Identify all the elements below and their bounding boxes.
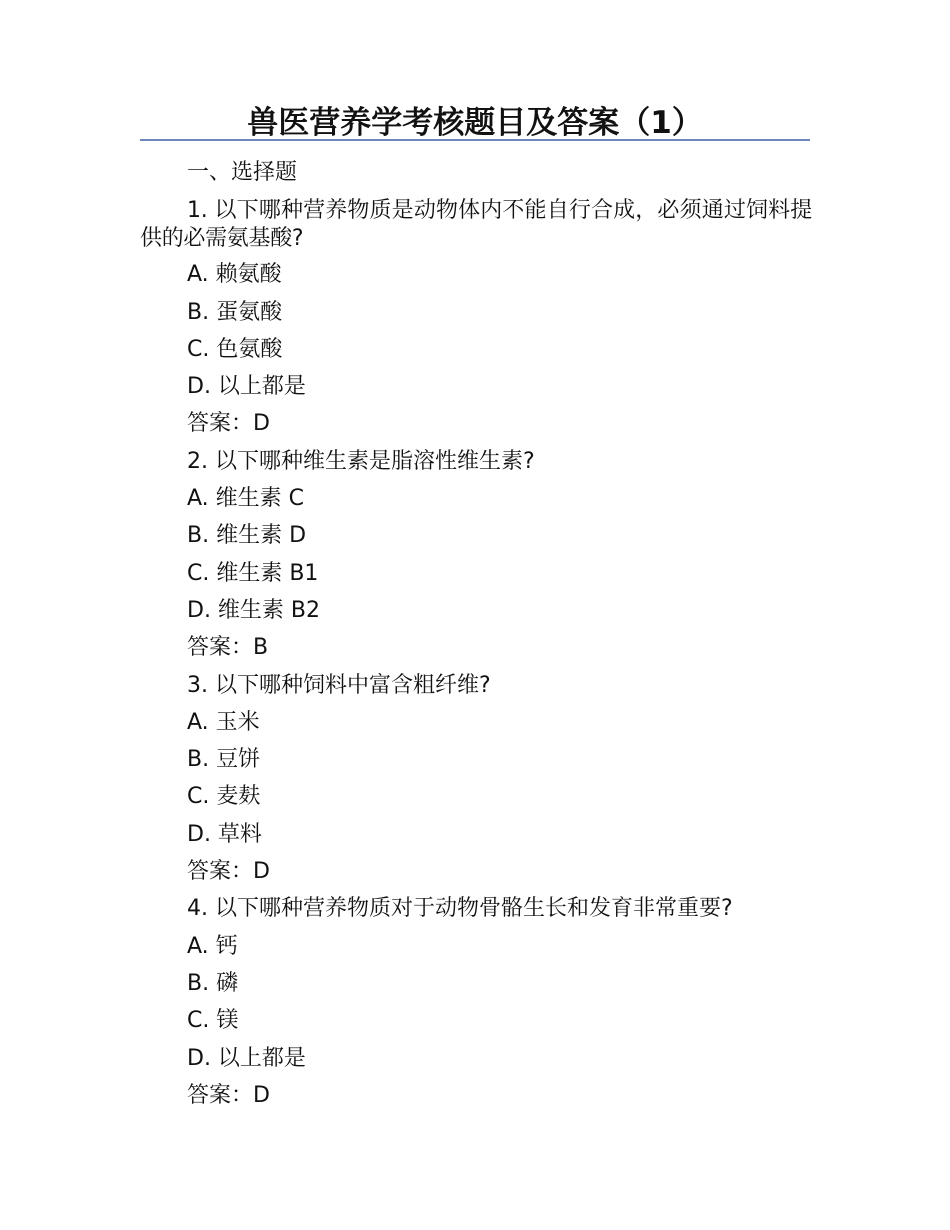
title-underline	[140, 139, 810, 141]
question-text: 1. 以下哪种营养物质是动物体内不能自行合成，必须通过饲料提供的必需氨基酸?	[140, 198, 812, 252]
section-heading: 一、选择题	[187, 160, 298, 185]
option-a: A. 钙	[187, 933, 238, 959]
option-c: C. 色氨酸	[187, 336, 283, 362]
option-d: D. 维生素 B2	[187, 597, 321, 623]
option-b: B. 蛋氨酸	[187, 299, 283, 325]
document-body	[140, 154, 812, 1114]
option-c: C. 镁	[187, 1008, 239, 1034]
option-b: B. 豆饼	[187, 747, 261, 773]
option-a: A. 维生素 C	[187, 486, 305, 512]
option-d: D. 以上都是	[187, 1045, 306, 1071]
option-a: A. 玉米	[187, 709, 260, 735]
option-c: C. 维生素 B1	[187, 560, 319, 586]
question-text: 4. 以下哪种营养物质对于动物骨骼生长和发育非常重要?	[187, 896, 733, 922]
page-title: 兽医营养学考核题目及答案（1）	[247, 105, 703, 141]
answer-line: 答案：B	[187, 635, 269, 661]
question-text: 2. 以下哪种维生素是脂溶性维生素?	[187, 448, 535, 474]
option-d: D. 草料	[187, 821, 262, 847]
answer-line: 答案：D	[187, 411, 270, 437]
question-text: 3. 以下哪种饲料中富含粗纤维?	[187, 672, 491, 698]
option-d: D. 以上都是	[187, 374, 306, 400]
option-b: B. 维生素 D	[187, 523, 307, 549]
option-c: C. 麦麸	[187, 784, 261, 810]
answer-line: 答案：D	[187, 1082, 270, 1108]
option-a: A. 赖氨酸	[187, 262, 282, 288]
option-b: B. 磷	[187, 970, 239, 996]
answer-line: 答案：D	[187, 859, 270, 885]
